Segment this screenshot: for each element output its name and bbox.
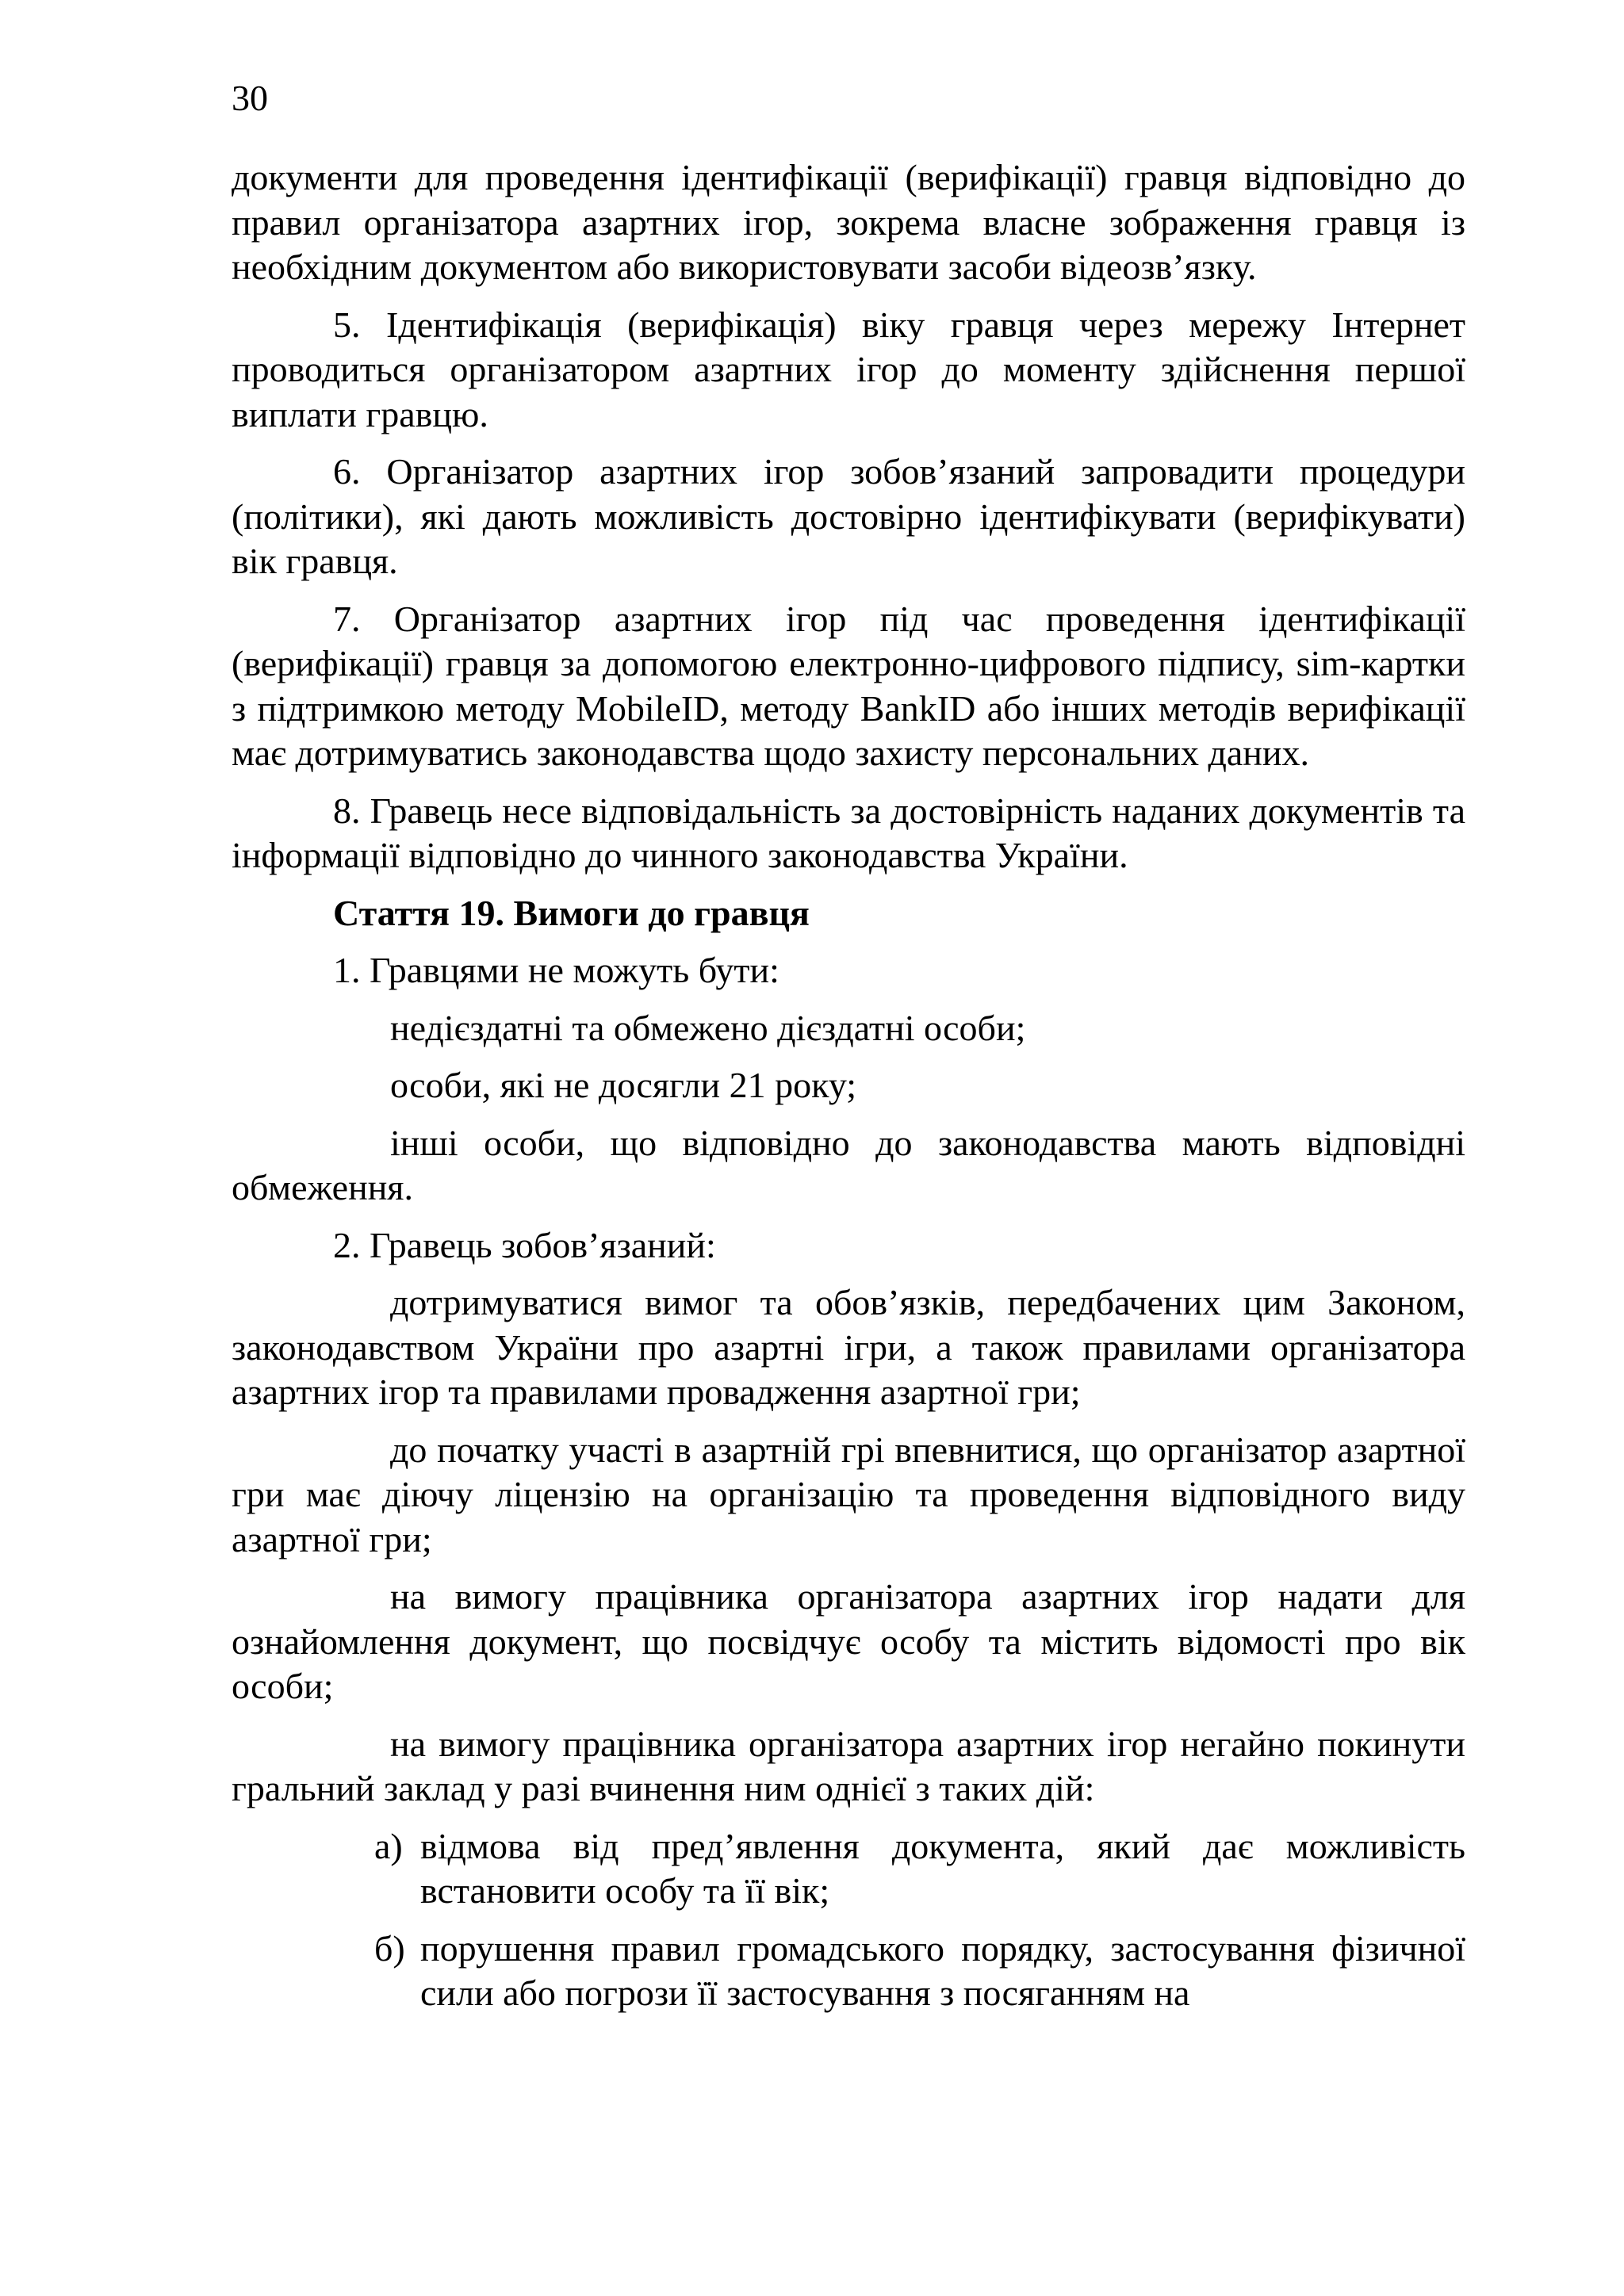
paragraph-7: 7. Організатор азартних ігор під час проведення ідентифікації (верифікації) гравця за допомогою електронно-цифрового підпису, sim-картки з підтримкою методу MobileID, методу BankID або інших методів верифікації має дотримуватись законодавства щодо захисту персональних даних. [232,598,1465,773]
paragraph-5: 5. Ідентифікація (верифікація) віку гравця через мережу Інтернет проводиться організатором азартних ігор до моменту здійснення першої виплати гравцю. [232,304,1465,434]
paragraph-continuation: документи для проведення ідентифікації (верифікації) гравця відповідно до правил організатора азартних ігор, зокрема власне зображення гравця із необхідним документом або використовувати засоби відеозв’язку. [232,157,1465,287]
paragraph-8: 8. Гравець несе відповідальність за достовірність наданих документів та інформації відповідно до чинного законодавства України. [232,790,1465,875]
sub-item-a-marker: а) [374,1825,403,1866]
article-item-1-b: особи, які не досягли 21 року; [390,1065,857,1105]
page-number: 30 [232,78,268,118]
sub-item-b [232,1927,1465,2016]
article-heading: Стаття 19. Вимоги до гравця [333,892,810,933]
article-item-2-c: на вимогу працівника організатора азартних ігор надати для ознайомлення документ, що посвідчує особу та містить відомості про вік особи; [232,1576,1465,1706]
article-item-1: 1. Гравцями не можуть бути: [333,950,779,990]
article-item-2-d: на вимогу працівника організатора азартних ігор негайно покинути гральний заклад у разі вчинення ним однієї з таких дій: [232,1723,1465,1808]
article-item-2-b: до початку участі в азартній грі впевнитися, що організатор азартної гри має діючу ліцензію на організацію та проведення відповідного виду азартної гри; [232,1429,1465,1559]
sub-item-a-text: відмова від пред’явлення документа, який дає можливість встановити особу та її вік; [420,1825,1465,1911]
paragraph-6: 6. Організатор азартних ігор зобов’язаний запровадити процедури (політики), які дають можливість достовірно ідентифікувати (верифікувати) вік гравця. [232,451,1465,581]
article-item-2-a: дотримуватися вимог та обов’язків, передбачених цим Законом, законодавством України про азартні ігри, а також правилами організатора азартних ігор та правилами провадження азартної гри; [232,1282,1465,1412]
article-item-1-c: інші особи, що відповідно до законодавства мають відповідні обмеження. [232,1122,1465,1207]
sub-item-b-marker: б) [374,1927,405,1969]
sub-item-b-text: порушення правил громадського порядку, застосування фізичної сили або погрози її застосування з посяганням на [420,1927,1465,2013]
article-item-1-a: недієздатні та обмежено дієздатні особи; [390,1007,1026,1048]
sub-item-a [232,1824,1465,1914]
document-body [232,155,1465,2029]
article-item-2: 2. Гравець зобов’язаний: [333,1224,716,1265]
